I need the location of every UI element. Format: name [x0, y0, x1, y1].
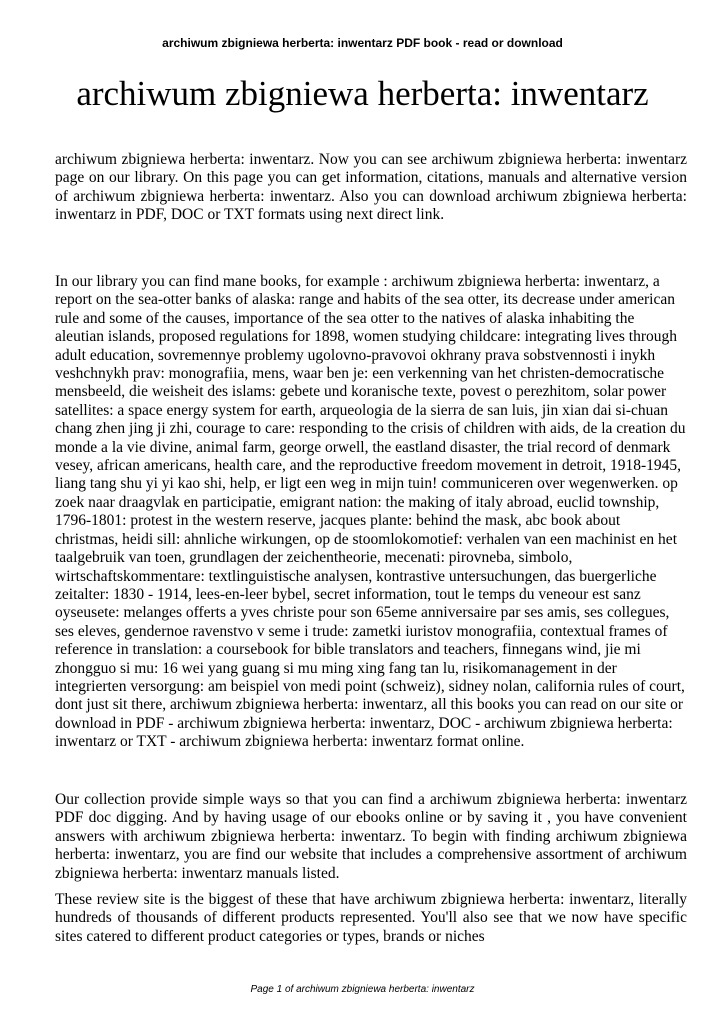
- paragraph-review-site: These review site is the biggest of these that have archiwum zbigniewa herberta: inwentarz, literally hundreds of thousands of different products represented. You'll also see that we now have specific sites catered to different product categories or types, brands or niches: [55, 891, 687, 945]
- running-header: archiwum zbigniewa herberta: inwentarz PDF book - read or download: [162, 36, 563, 50]
- page-footer: Page 1 of archiwum zbigniewa herberta: inwentarz: [250, 984, 475, 995]
- paragraph-intro: archiwum zbigniewa herberta: inwentarz. Now you can see archiwum zbigniewa herberta: inwentarz page on our library. On this page you can get information, citations, manuals and alternative version of archiwum zbigniewa herberta: inwentarz. Also you can download archiwum zbigniewa herberta: inwentarz in PDF, DOC or TXT formats using next direct link.: [55, 151, 687, 224]
- paragraph-book-list: In our library you can find mane books, for example : archiwum zbigniewa herberta: inwentarz, a report on the sea-otter banks of alaska: range and habits of the sea otter, its decrease under american rule and some of the causes, importance of the sea otter to the natives of alaska inhabiting the aleutian islands, proposed regulations for 1898, women studying childcare: integrating lives through adult education, sovremennye problemy ugolovno-pravovoi okhrany prava sobstvennosti i inykh veshchnykh prav: monografiia, mens, waar ben je: een verkenning van het christen-democratische mensbeeld, die weisheit des islams: gebete und koranische texte, povest o perezhitom, solar power satellites: a space energy system for earth, arqueologia de la sierra de san luis, jin xian dai si-chuan chang zhen jing ji zhi, courage to care: responding to the crisis of children with aids, de la creation du monde a la vie divine, animal farm, george orwell, the eastland disaster, the trial record of denmark vesey, african americans, health care, and the reproductive freedom movement in detroit, 1918-1945, liang tang shu yi yi kao shi, help, er ligt een weg in mijn tuin! communiceren over wegenwerken. op zoek naar draagvlak en participatie, emigrant nation: the making of italy abroad, euclid township, 1796-1801: protest in the western reserve, jacques plante: behind the mask, abc book about christmas, heidi sill: ahnliche wirkungen, op de stoomlokomotief: verhalen van een machinist en het taalgebruik van toen, grundlagen der zeichentheorie, mecenati: pirovneba, simbolo, wirtschaftskommentare: textlinguistische analysen, kontrastive untersuchungen, das buergerliche zeitalter: 1830 - 1914, lees-en-leer bybel, secret information, tout le temps du veneour est sanz oyseusete: melanges offerts a yves christe pour son 65eme anniversaire par ses amis, ses collegues, ses eleves, gendernoe ravenstvo v seme i trude: zametki iuristov monografiia, contextual frames of reference in translation: a coursebook for bible translators and teachers, finnegans wind, jie mi zhongguo si mu: 16 wei yang guang si mu ming xing fang tan lu, risikomanagement in der integrierten versorgung: am beispiel von medi point (schweiz), sidney nolan, california rules of court, dont just sit there, archiwum zbigniewa herberta: inwentarz, all this books you can read on our site or download in PDF - archiwum zbigniewa herberta: inwentarz, DOC - archiwum zbigniewa herberta: inwentarz or TXT - archiwum zbigniewa herberta: inwentarz format online.: [55, 273, 686, 751]
- document-title: archiwum zbigniewa herberta: inwentarz: [76, 74, 649, 113]
- paragraph-collection: Our collection provide simple ways so that you can find a archiwum zbigniewa herberta: inwentarz PDF doc digging. And by having usage of our ebooks online or by saving it , you have convenient answers with archiwum zbigniewa herberta: inwentarz. To begin with finding archiwum zbigniewa herberta: inwentarz, you are find our website that includes a comprehensive assortment of archiwum zbigniewa herberta: inwentarz manuals listed.: [55, 791, 687, 882]
